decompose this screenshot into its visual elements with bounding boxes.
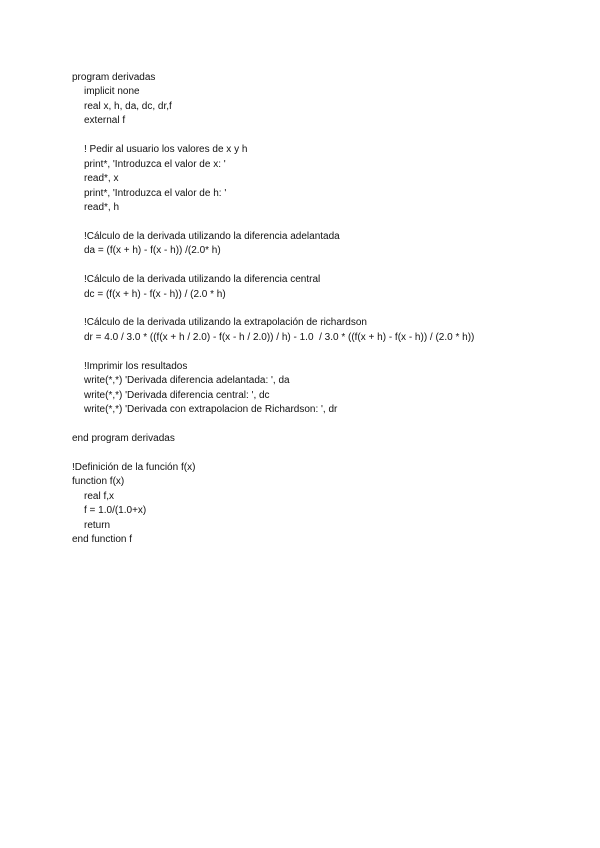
- code-line: write(*,*) 'Derivada diferencia adelantada: ', da: [84, 375, 290, 387]
- code-line: return: [84, 519, 111, 531]
- code-line: !Cálculo de la derivada utilizando la diferencia adelantada: [84, 230, 340, 242]
- code-line: da = (f(x + h) - f(x - h)) /(2.0* h): [84, 245, 221, 257]
- code-line: dc = (f(x + h) - f(x - h)) / (2.0 * h): [84, 288, 226, 300]
- code-line: write(*,*) 'Derivada con extrapolacion de Richardson: ', dr: [84, 404, 338, 416]
- code-line: [72, 345, 474, 359]
- code-line: real x, h, da, dc, dr,f: [84, 100, 172, 112]
- source-code-block: [72, 71, 474, 547]
- code-line: [72, 446, 474, 460]
- code-line: implicit none: [84, 86, 140, 98]
- code-line: end program derivadas: [72, 432, 175, 444]
- code-line: !Definición de la función f(x): [72, 461, 196, 473]
- code-line: external f: [84, 115, 126, 127]
- code-line: !Cálculo de la derivada utilizando la extrapolación de richardson: [84, 317, 367, 329]
- code-line: real f,x: [84, 490, 115, 502]
- code-line: end function f: [72, 534, 133, 545]
- code-line: ! Pedir al usuario los valores de x y h: [84, 144, 248, 156]
- code-line: program derivadas: [72, 72, 156, 83]
- code-line: !Cálculo de la derivada utilizando la diferencia central: [84, 274, 321, 286]
- code-line: [72, 259, 474, 273]
- code-line: dr = 4.0 / 3.0 * ((f(x + h / 2.0) - f(x - h / 2.0)) / h) - 1.0 / 3.0 * ((f(x + h) - f(x - h)) / (2.0 * h)): [84, 331, 475, 343]
- code-line: [72, 215, 474, 229]
- code-line: print*, 'Introduzca el valor de h: ': [84, 187, 227, 199]
- code-line: !Imprimir los resultados: [84, 360, 188, 372]
- code-line: [72, 129, 474, 143]
- code-line: [72, 418, 474, 432]
- code-line: read*, h: [84, 201, 120, 213]
- code-line: f = 1.0/(1.0+x): [84, 505, 147, 517]
- code-line: print*, 'Introduzca el valor de x: ': [84, 158, 226, 170]
- code-line: [72, 302, 474, 316]
- code-line: function f(x): [72, 476, 125, 488]
- code-line: read*, x: [84, 173, 119, 185]
- code-line: write(*,*) 'Derivada diferencia central: ', dc: [84, 389, 270, 401]
